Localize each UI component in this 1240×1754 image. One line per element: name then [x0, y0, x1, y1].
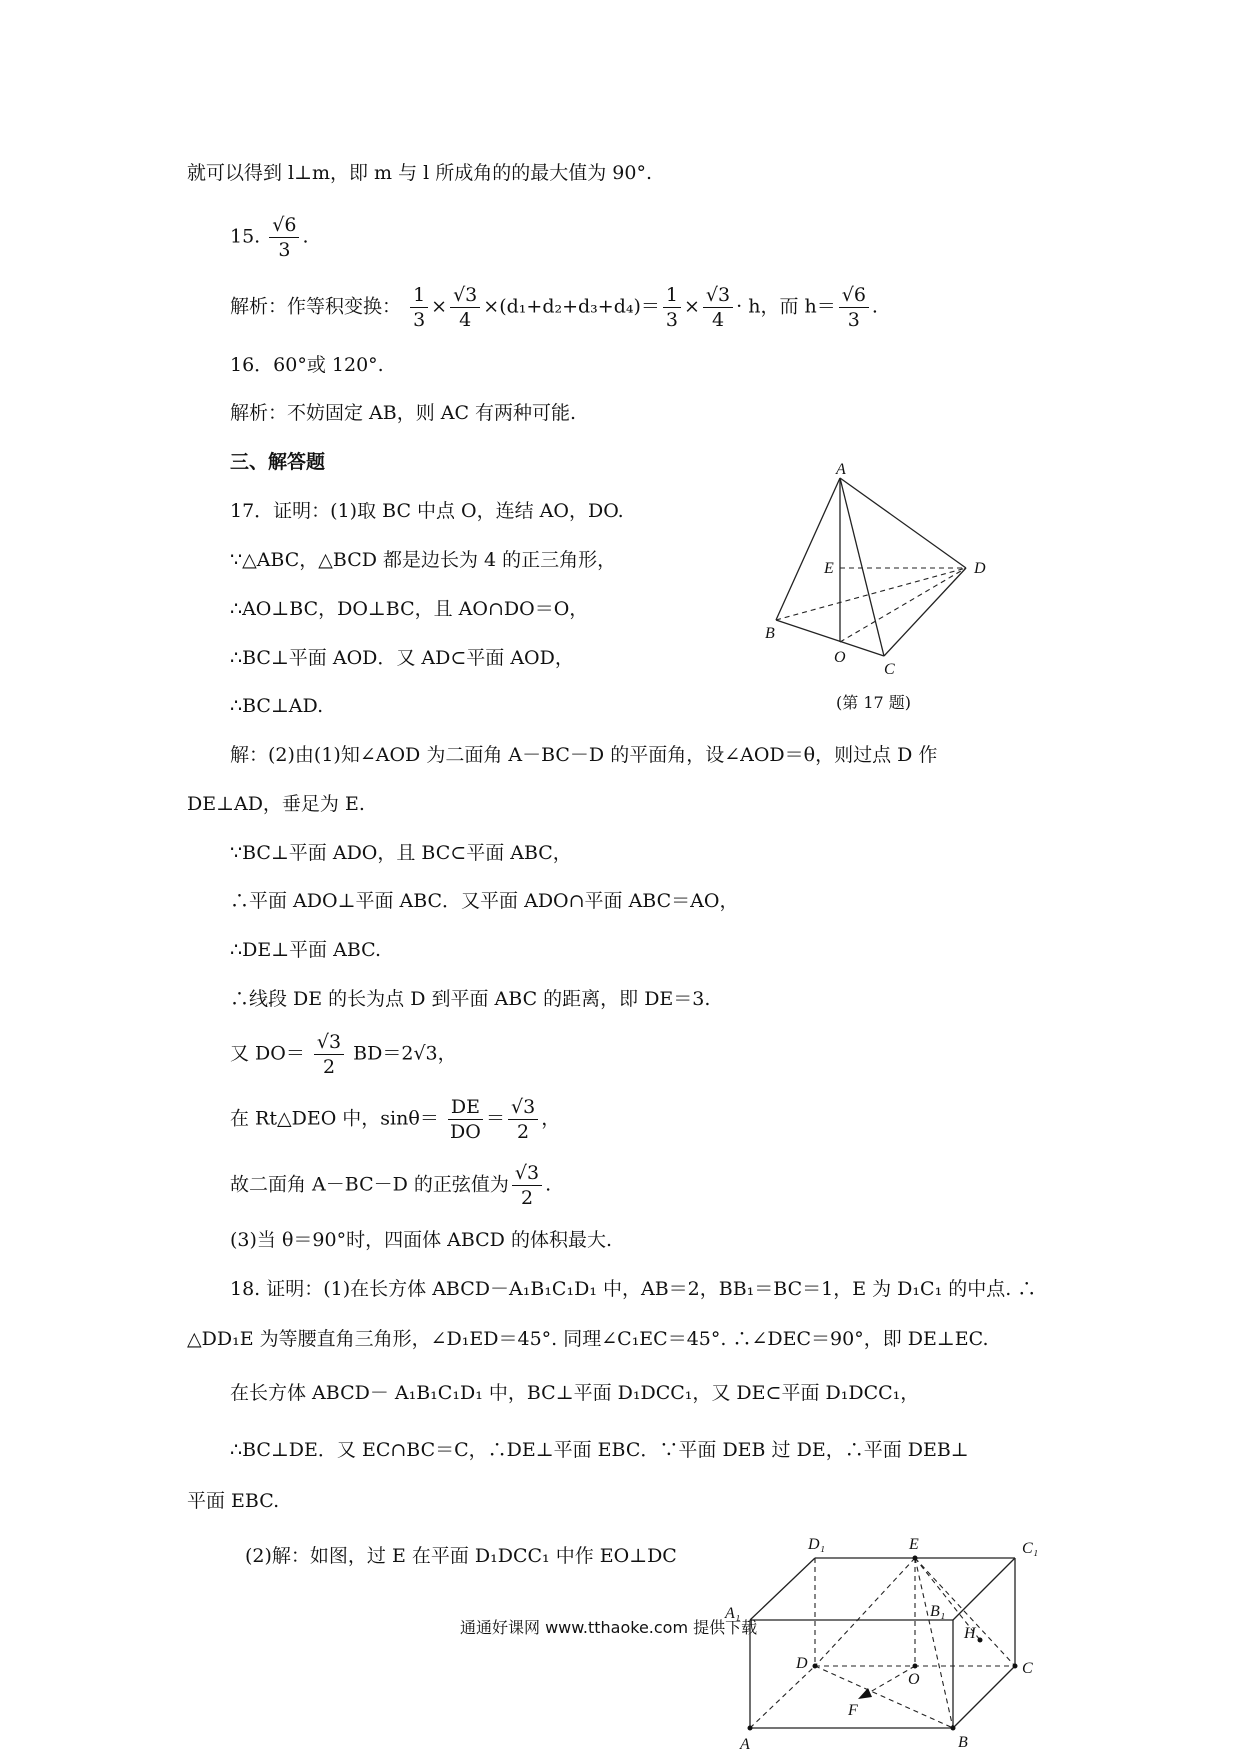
text: 故二面角 A－BC－D 的正弦值为	[230, 1173, 509, 1196]
point-label-b1: B₁	[930, 1603, 946, 1620]
text: 又 DO＝	[230, 1042, 305, 1065]
page-footer: 通通好课网 www.tthaoke.com 提供下载	[460, 1618, 758, 1637]
explanation-16: 解析：不妨固定 AB，则 AC 有两种可能.	[230, 402, 577, 424]
text-line: 18. 证明：(1)在长方体 ABCD－A₁B₁C₁D₁ 中，AB＝2，BB₁＝BC＝1，E 为 D₁C₁ 的中点. ∴	[230, 1278, 1037, 1300]
text: BD＝2√3，	[353, 1042, 457, 1065]
point-label-a1: A₁	[725, 1605, 741, 1622]
text-line: 就可以得到 l⊥m，即 m 与 l 所成角的的最大值为 90°.	[187, 162, 653, 184]
point-label-b: B	[765, 625, 775, 642]
fraction-numerator: √3	[703, 283, 733, 308]
fraction	[410, 283, 428, 332]
fraction-numerator: 1	[410, 283, 428, 308]
point-label-h: H	[964, 1625, 976, 1642]
text-line: ∵△ABC，△BCD 都是边长为 4 的正三角形，	[230, 549, 617, 571]
point-label-o: O	[834, 649, 846, 666]
text: 解析：作等积变换：	[230, 295, 402, 318]
text: · h，而 h＝	[736, 295, 836, 318]
text: ×(d₁+d₂+d₃+d₄)＝	[483, 295, 660, 318]
tetrahedron-figure	[760, 460, 1020, 690]
text: ×	[684, 295, 700, 318]
text-line: ∴BC⊥平面 AOD．又 AD⊂平面 AOD，	[230, 647, 574, 669]
text-line: ∴BC⊥DE．又 EC∩BC＝C，∴DE⊥平面 EBC．∵平面 DEB 过 DE，∴平面 DEB⊥	[230, 1439, 969, 1461]
section-heading: 三、解答题	[230, 451, 326, 473]
fraction	[508, 1095, 538, 1144]
fraction-denominator: 2	[517, 1121, 530, 1143]
point-label-d: D	[974, 560, 986, 577]
fraction-numerator: 1	[663, 283, 681, 308]
answer-16: 16．60°或 120°.	[230, 354, 384, 376]
point-label-e: E	[909, 1536, 919, 1553]
fraction-denominator: DO	[450, 1121, 481, 1143]
fraction-denominator: 3	[278, 239, 291, 261]
fraction	[448, 1095, 483, 1144]
punctuation: .	[545, 1173, 552, 1196]
fraction-numerator: √3	[508, 1095, 538, 1120]
point-label-a: A	[836, 461, 846, 478]
text-line	[230, 1161, 551, 1210]
point-label-c1: C₁	[1022, 1540, 1039, 1557]
text: ＝	[485, 1107, 505, 1130]
cuboid-figure	[720, 1525, 1050, 1754]
arrow-icon	[858, 1688, 872, 1699]
point-label-d1: D₁	[808, 1536, 826, 1553]
fraction-numerator: √3	[512, 1161, 542, 1186]
answer-15	[230, 213, 309, 262]
text-line: 17．证明：(1)取 BC 中点 O，连结 AO，DO.	[230, 500, 624, 522]
text-line: ∴平面 ADO⊥平面 ABC．又平面 ADO∩平面 ABC＝AO，	[230, 890, 739, 912]
punctuation: .	[871, 295, 878, 318]
fraction	[450, 283, 480, 332]
text-line: ∴BC⊥AD.	[230, 695, 324, 717]
fraction	[269, 213, 299, 262]
fraction-denominator: 3	[413, 309, 426, 331]
fraction	[314, 1030, 344, 1079]
text-line: △DD₁E 为等腰直角三角形，∠D₁ED＝45°. 同理∠C₁EC＝45°. ∴∠DEC＝90°，即 DE⊥EC.	[187, 1328, 989, 1350]
fraction-numerator: √3	[450, 283, 480, 308]
text-line: ∴线段 DE 的长为点 D 到平面 ABC 的距离，即 DE＝3.	[230, 988, 711, 1010]
text-line: 平面 EBC.	[187, 1490, 280, 1512]
text: 在 Rt△DEO 中，sinθ＝	[230, 1107, 439, 1130]
point-label-o: O	[908, 1671, 920, 1688]
fraction-numerator: √6	[839, 283, 869, 308]
text-line: DE⊥AD，垂足为 E.	[187, 793, 365, 815]
text-line: ∴DE⊥平面 ABC.	[230, 939, 382, 961]
point-label-b: B	[958, 1734, 968, 1751]
fraction-numerator: √3	[314, 1030, 344, 1055]
fraction	[839, 283, 869, 332]
text-line	[230, 1030, 457, 1079]
point-label-e: E	[824, 560, 834, 577]
text: ×	[431, 295, 448, 318]
point-label-a: A	[740, 1736, 750, 1753]
fraction	[663, 283, 681, 332]
answer-number: 15.	[230, 225, 261, 248]
text-line: ∴AO⊥BC，DO⊥BC，且 AO∩DO＝O，	[230, 598, 589, 620]
fraction-denominator: 4	[711, 309, 725, 331]
fraction-denominator: 2	[322, 1056, 336, 1078]
fraction-denominator: 3	[847, 309, 860, 331]
fraction-numerator: √6	[269, 213, 299, 238]
fraction-denominator: 2	[520, 1187, 534, 1209]
point-label-c: C	[884, 661, 895, 678]
fraction-denominator: 3	[665, 309, 678, 331]
point-label-c: C	[1022, 1660, 1033, 1677]
fraction	[703, 283, 733, 332]
text-line: (3)当 θ＝90°时，四面体 ABCD 的体积最大.	[230, 1229, 612, 1251]
text-line: 在长方体 ABCD－ A₁B₁C₁D₁ 中，BC⊥平面 D₁DCC₁，又 DE⊂平面 D₁DCC₁，	[230, 1382, 920, 1404]
figure-caption: (第 17 题)	[836, 693, 912, 712]
fraction	[512, 1161, 542, 1210]
explanation-15	[230, 283, 878, 332]
text-line: (2)解：如图，过 E 在平面 D₁DCC₁ 中作 EO⊥DC	[245, 1545, 677, 1567]
fraction-numerator: DE	[448, 1095, 483, 1120]
punctuation: .	[302, 225, 309, 248]
text-line: ∵BC⊥平面 ADO，且 BC⊂平面 ABC，	[230, 842, 572, 864]
point-label-f: F	[848, 1702, 858, 1719]
point-label-d: D	[796, 1655, 808, 1672]
text-line	[230, 1095, 560, 1144]
fraction-denominator: 4	[459, 309, 472, 331]
text: ，	[541, 1107, 561, 1130]
text-line: 解：(2)由(1)知∠AOD 为二面角 A－BC－D 的平面角，设∠AOD＝θ，则过点 D 作	[230, 744, 938, 766]
